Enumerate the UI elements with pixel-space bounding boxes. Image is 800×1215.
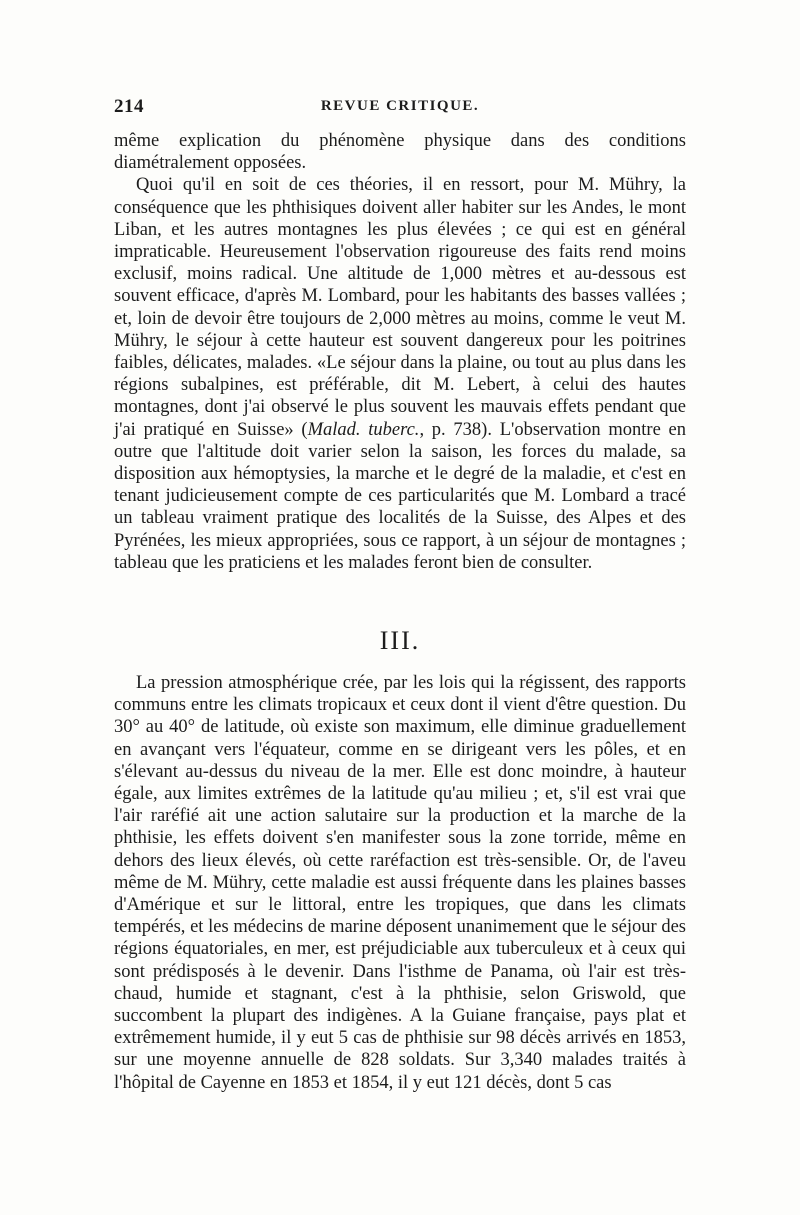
continuation-paragraph: même explication du phénomène physique dans des conditions diamétralement opposées. bbox=[114, 131, 686, 174]
citation-title: Malad. tuberc. bbox=[307, 419, 420, 440]
running-title: REVUE CRITIQUE. bbox=[320, 98, 480, 114]
page-number: 214 bbox=[114, 96, 144, 117]
paragraph-altitude bbox=[114, 174, 686, 574]
paragraph-altitude-part-1: Quoi qu'il en soit de ces théories, il en ressort, pour M. Mühry, la conséquence que les phthisiques doivent aller habiter sur les Andes, le mont Liban, et les autres montagnes les plus élevées ; ce qui est en général impraticable. Heureusement l'observation rigoureuse des faits rend moins exclusif, moins radical. Une altitude de 1,000 mètres et au-dessous est souvent efficace, d'après M. Lombard, pour les habitants des basses vallées ; et, loin de devoir être toujours de 2,000 mètres au moins, comme le veut M. Mühry, le séjour à cette hauteur est souvent dangereux pour les poitrines faibles, délicates, malades. «Le séjour dans la plaine, ou tout au plus dans les régions subalpines, est préférable, dit M. Lebert, à celui des hautes montagnes, dont j'ai observé le plus souvent les mauvais effets pendant que j'ai pratiqué en Suisse» ( bbox=[114, 175, 686, 440]
paragraph-altitude-part-2: , p. 738). L'observation montre en outre que l'altitude doit varier selon la saison, les forces du malade, sa disposition aux hémoptysies, la marche et le degré de la maladie, et c'est en tenant judicieusement compte de ces particularités que M. Lombard a tracé un tableau vraiment pratique des localités de la Suisse, des Alpes et des Pyrénées, les mieux appropriées, sous ce rapport, à un séjour de montagnes ; tableau que les praticiens et les malades feront bien de consulter. bbox=[114, 419, 686, 573]
section-heading: III. bbox=[379, 626, 421, 655]
page-header bbox=[114, 96, 686, 126]
text-block-lower bbox=[114, 672, 686, 1094]
text-block-upper bbox=[114, 130, 686, 574]
paragraph-pressure: La pression atmosphérique crée, par les lois qui la régissent, des rapports communs entre les climats tropicaux et ceux dont il vient d'être question. Du 30° au 40° de latitude, où existe son maximum, elle diminue graduellement en avançant vers l'équateur, comme en se dirigeant vers les pôles, et en s'élevant au-dessus du niveau de la mer. Elle est donc moindre, à hauteur égale, aux limites extrêmes de la latitude qu'au milieu ; et, s'il est vrai que l'air raréfié ait une action salutaire sur la production et la marche de la phthisie, les effets doivent s'en manifester sous la zone torride, même en dehors des lieux élevés, où cette raréfaction est très-sensible. Or, de l'aveu même de M. Mühry, cette maladie est aussi fréquente dans les plaines basses d'Amérique et sur le littoral, entre les tropiques, que dans les climats tempérés, et les médecins de marine déposent unanimement que le séjour des régions équatoriales, en mer, est préjudiciable aux tuberculeux et à ceux qui sont prédisposés à le devenir. Dans l'isthme de Panama, où l'air est très-chaud, humide et stagnant, c'est à la phthisie, selon Griswold, que succombent la plupart des indigènes. A la Guiane française, pays plat et extrêmement humide, il y eut 5 cas de phthisie sur 98 décès arrivés en 1853, sur une moyenne annuelle de 828 soldats. Sur 3,340 malades traités à l'hôpital de Cayenne en 1853 et 1854, il y eut 121 décès, dont 5 cas bbox=[114, 673, 686, 1093]
